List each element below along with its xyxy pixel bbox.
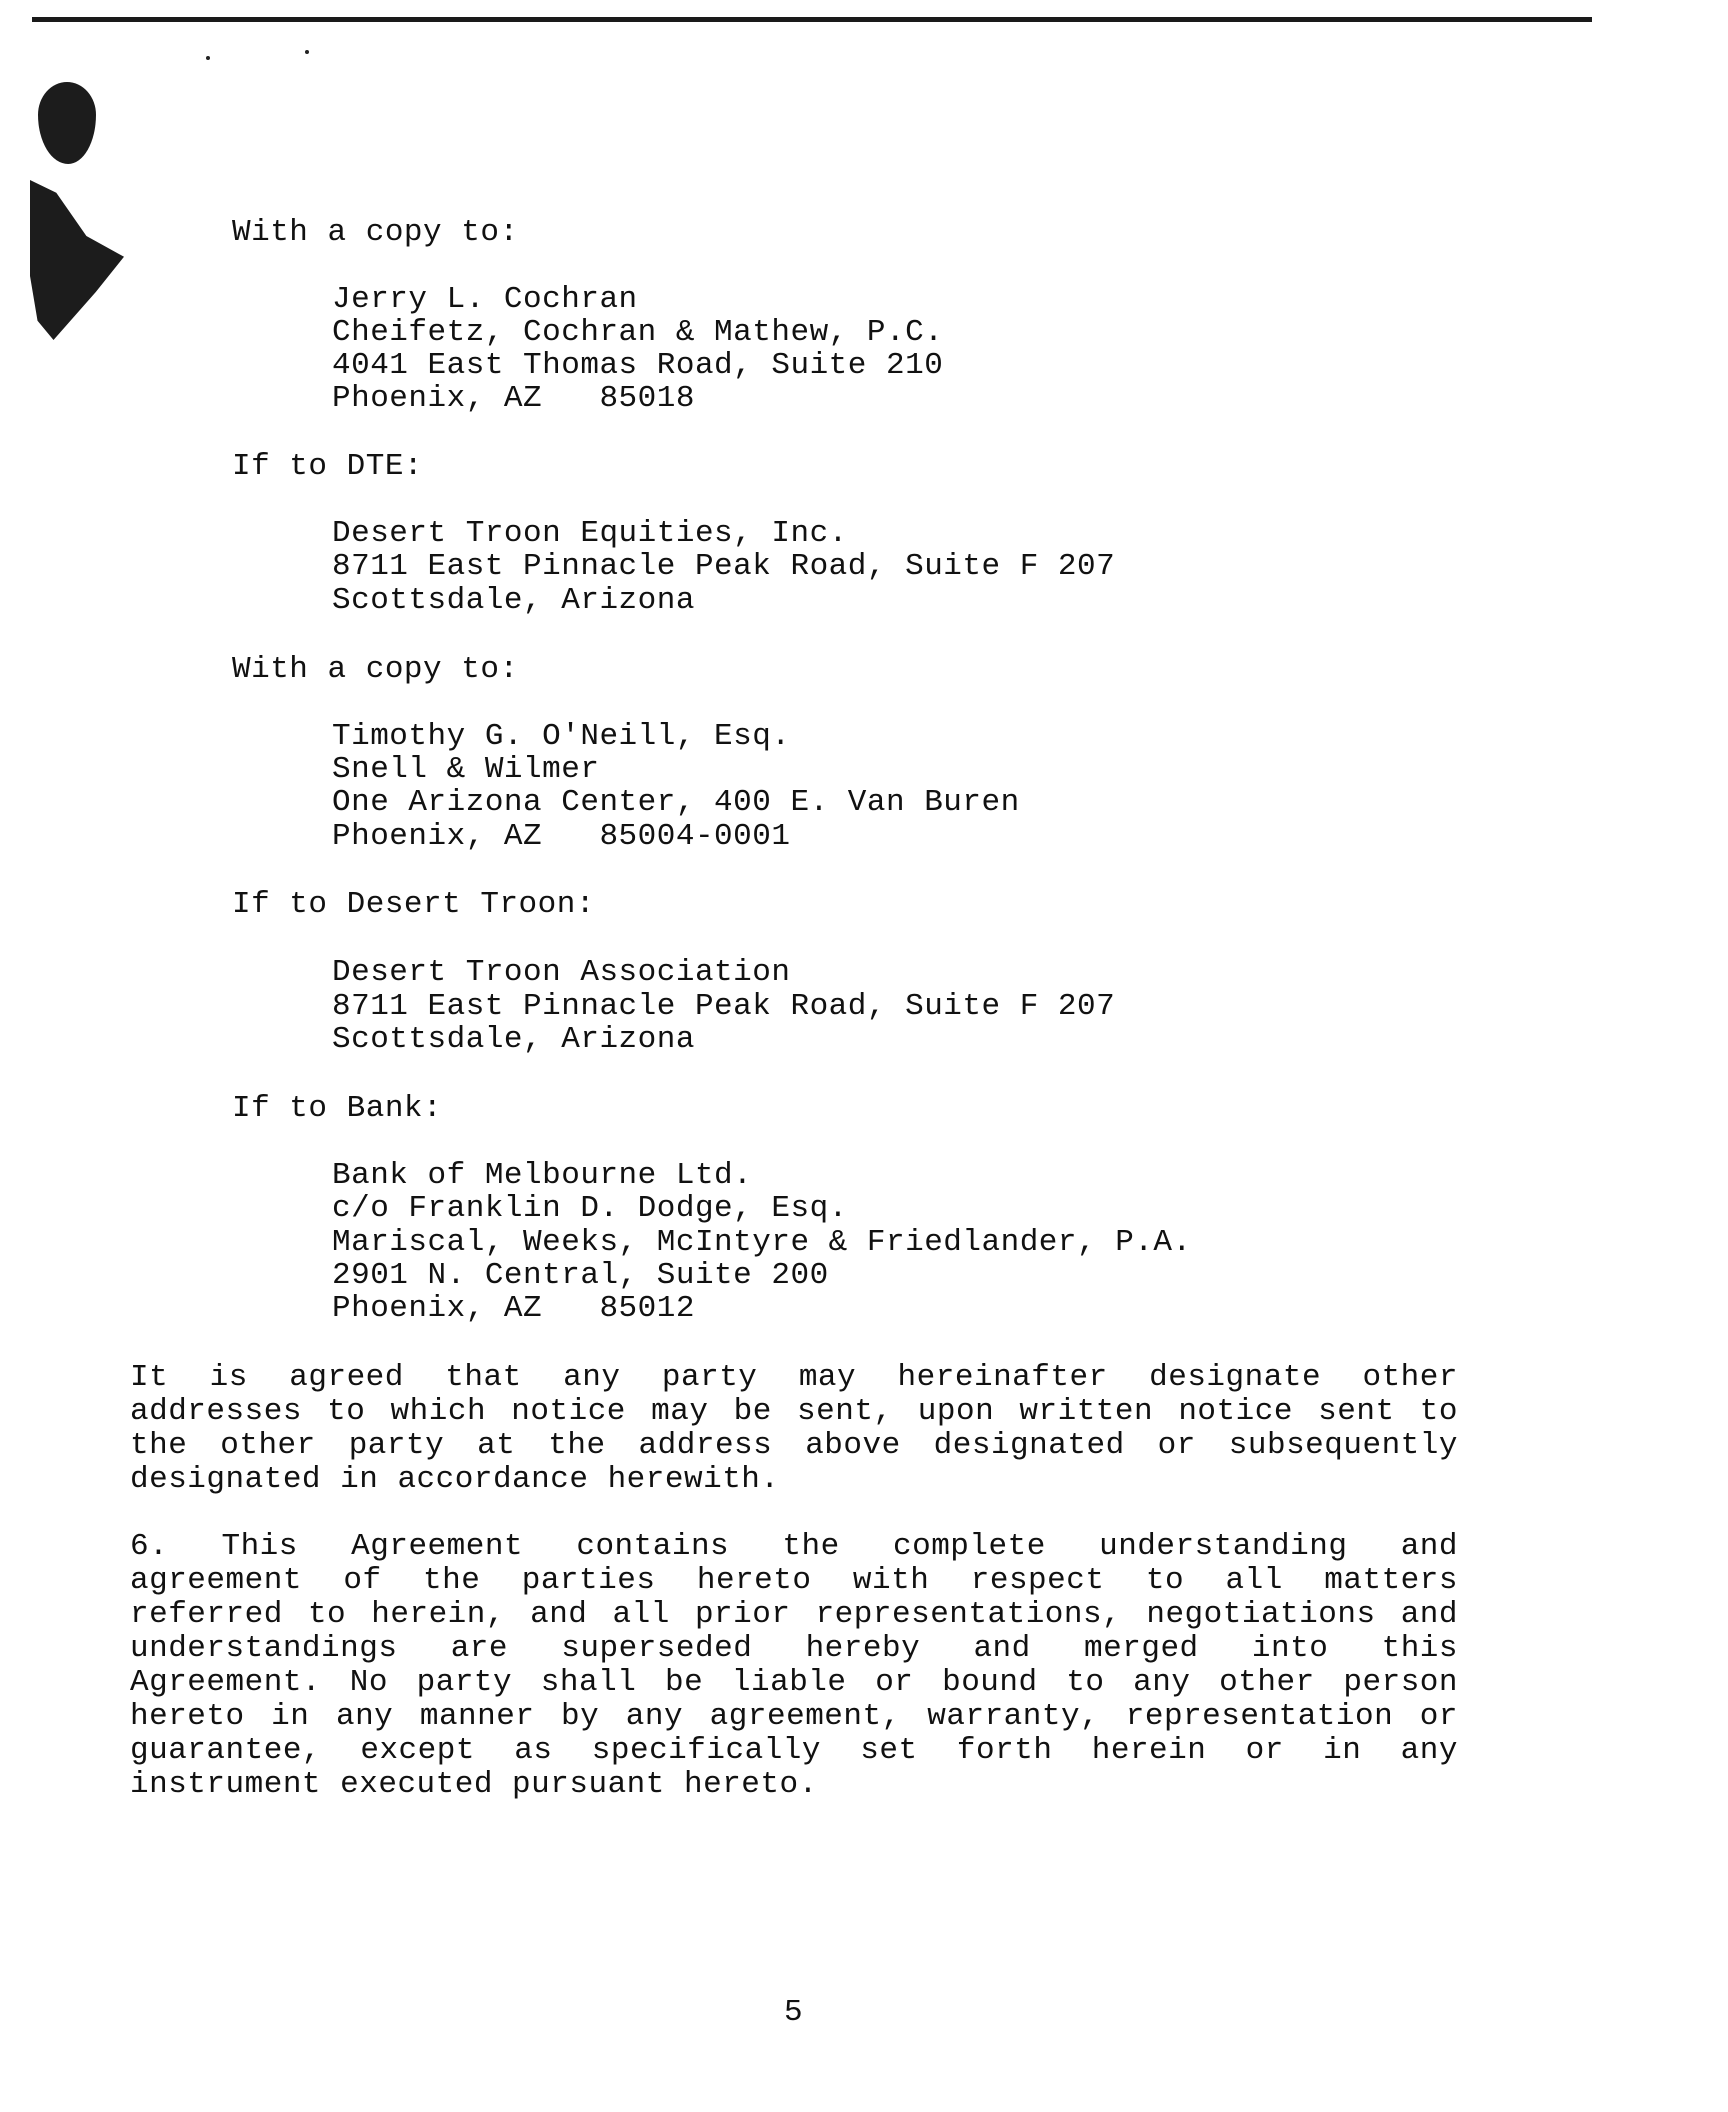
address-line: Jerry L. Cochran: [332, 282, 638, 317]
address-line: c/o Franklin D. Dodge, Esq.: [332, 1191, 848, 1226]
notice-heading: With a copy to:: [232, 215, 519, 250]
paragraph-line: agreement of the parties hereto with respect to all matters: [130, 1563, 1458, 1598]
address-line: 8711 East Pinnacle Peak Road, Suite F 207: [332, 549, 1116, 584]
scan-speck: [305, 50, 309, 54]
paragraph-line: guarantee, except as specifically set forth herein or in any: [130, 1733, 1458, 1768]
page-number: 5: [784, 1995, 803, 2030]
paragraph-line: 6. This Agreement contains the complete understanding and: [130, 1529, 1458, 1564]
hole-punch-mark: [30, 180, 124, 340]
paragraph-line: addresses to which notice may be sent, upon written notice sent to: [130, 1394, 1458, 1429]
top-rule: [32, 17, 1592, 22]
notice-heading: If to Desert Troon:: [232, 887, 595, 922]
address-line: 4041 East Thomas Road, Suite 210: [332, 348, 944, 383]
paragraph-line: designated in accordance herewith.: [130, 1462, 780, 1497]
paragraph-line: the other party at the address above designated or subsequently: [130, 1428, 1458, 1463]
paragraph-line: understandings are superseded hereby and merged into this: [130, 1631, 1458, 1666]
address-line: Snell & Wilmer: [332, 752, 600, 787]
address-line: Desert Troon Equities, Inc.: [332, 516, 848, 551]
paragraph-line: hereto in any manner by any agreement, warranty, representation or: [130, 1699, 1458, 1734]
address-line: Desert Troon Association: [332, 955, 791, 990]
address-line: Scottsdale, Arizona: [332, 583, 695, 618]
address-line: Bank of Melbourne Ltd.: [332, 1158, 753, 1193]
address-line: One Arizona Center, 400 E. Van Buren: [332, 785, 1020, 820]
address-line: Timothy G. O'Neill, Esq.: [332, 719, 791, 754]
address-line: 8711 East Pinnacle Peak Road, Suite F 207: [332, 989, 1116, 1024]
address-line: Phoenix, AZ 85004-0001: [332, 819, 791, 854]
address-line: Phoenix, AZ 85012: [332, 1291, 695, 1326]
notice-heading: If to DTE:: [232, 449, 424, 484]
scan-speck: [206, 56, 210, 60]
paragraph-line: referred to herein, and all prior representations, negotiations and: [130, 1597, 1458, 1632]
address-line: Cheifetz, Cochran & Mathew, P.C.: [332, 315, 944, 350]
address-line: Scottsdale, Arizona: [332, 1022, 695, 1057]
notice-heading: If to Bank:: [232, 1091, 443, 1126]
address-line: Phoenix, AZ 85018: [332, 381, 695, 416]
notice-heading: With a copy to:: [232, 652, 519, 687]
address-line: Mariscal, Weeks, McIntyre & Friedlander, P.A.: [332, 1225, 1192, 1260]
paragraph-line: Agreement. No party shall be liable or bound to any other person: [130, 1665, 1458, 1700]
address-line: 2901 N. Central, Suite 200: [332, 1258, 829, 1293]
paragraph-line: It is agreed that any party may hereinafter designate other: [130, 1360, 1458, 1395]
hole-punch-mark: [38, 82, 96, 164]
paragraph-line: instrument executed pursuant hereto.: [130, 1767, 818, 1802]
